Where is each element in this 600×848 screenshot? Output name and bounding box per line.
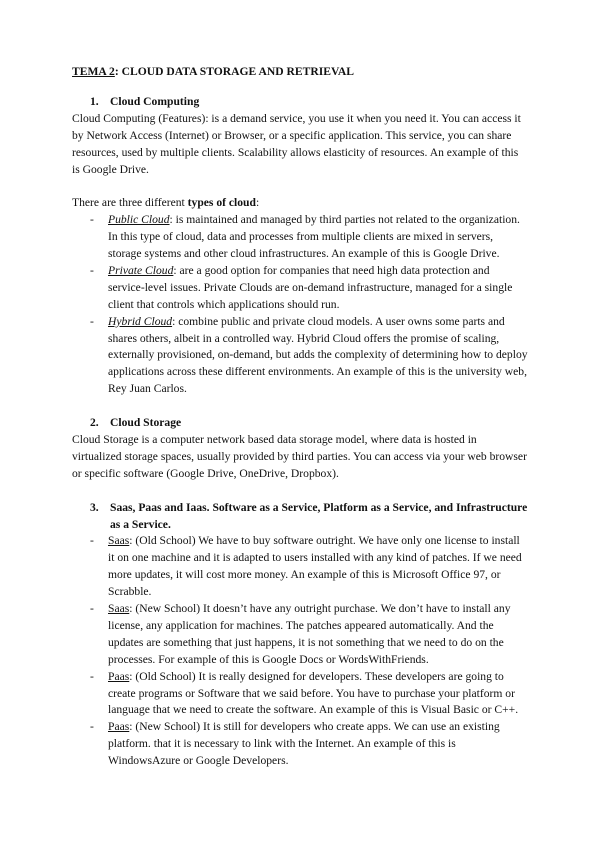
title-prefix: TEMA 2 (72, 65, 115, 78)
section-heading-cloud-computing (72, 94, 528, 111)
list-item (72, 533, 528, 601)
term-hybrid-cloud: Hybrid Cloud (108, 314, 173, 328)
item-text: : are a good option for companies that need high data protection and service-level issues. Private Clouds are on-demand infrastructure, managed for a single client that controls which applications should run. (108, 263, 513, 311)
section-title: Cloud Storage (110, 416, 182, 430)
section-title: Saas, Paas and Iaas. Software as a Service, Platform as a Service, and Infrastructure as a Service. (110, 500, 528, 531)
section-heading-service-models (72, 500, 528, 534)
dash-bullet: - (90, 314, 94, 328)
term-saas-new: Saas (108, 602, 130, 616)
section-number: 1. (90, 94, 99, 108)
term-private-cloud: Private Cloud (108, 263, 174, 277)
item-text: : (New School) It doesn’t have any outright purchase. We don’t have to install any license, any application for machines. The patches appeared automatically. And the updates are something that just happens, it is not something that we need to do on the processes. For example of this is Google Docs or WordsWithFriends. (108, 602, 511, 666)
list-item (72, 601, 528, 669)
item-text: : (Old School) We have to buy software outright. We have only one license to install it on one machine and it is adapted to users installed with any kind of patches. If we need more updates, it will cost more money. An example of this is Microsoft Office 97, or Scrabble. (108, 534, 522, 599)
item-text: : combine public and private cloud models. A user owns some parts and shares others, albeit in a controlled way. Hybrid Cloud offers the promise of scaling, externally provisioned, on-demand, but adds the complexity of determining how to deploy applications across these different environments. An example of this is the university web, Rey Juan Carlos. (108, 314, 528, 396)
term-saas-old: Saas (108, 534, 130, 548)
dash-bullet: - (90, 213, 94, 227)
dash-bullet: - (90, 602, 94, 616)
item-text: : (New School) It is still for developers who create apps. We can use an existing platform. that it is necessary to link with the Internet. An example of this is WindowsAzure or Google Developers. (108, 720, 500, 768)
dash-bullet: - (90, 263, 94, 277)
term-paas-old: Paas (108, 669, 130, 683)
dash-bullet: - (90, 534, 94, 548)
title-rest: : CLOUD DATA STORAGE AND RETRIEVAL (114, 65, 354, 78)
intro-text: There are three different (72, 196, 188, 210)
section-number: 2. (90, 416, 99, 430)
list-item (72, 314, 528, 399)
item-text: : (Old School) It is really designed for developers. These developers are going to create programs or Software that we said before. You have to purchase your platform or language that we need to create the software. An example of this is Visual Basic or C++. (108, 669, 519, 717)
list-item (72, 263, 528, 314)
section-number: 3. (90, 500, 99, 514)
section-heading-cloud-storage (72, 415, 528, 432)
dash-bullet: - (90, 720, 94, 734)
list-item (72, 669, 528, 720)
types-intro (72, 195, 528, 212)
dash-bullet: - (90, 669, 94, 683)
document-title (72, 64, 528, 81)
term-paas-new: Paas (108, 720, 130, 734)
paragraph-cloud-storage: Cloud Storage is a computer network based data storage model, where data is hosted in virtualized storage spaces, usually provided by third parties. You can access via your web browser or specific software (Google Drive, OneDrive, Dropbox). (72, 433, 527, 480)
cloud-types-list (72, 212, 528, 398)
service-models-list (72, 533, 528, 770)
paragraph-cloud-computing: Cloud Computing (Features): is a demand service, you use it when you need it. You can access it by Network Access (Internet) or Browser, or a specific application. This service, you can share resources, used by multiple clients. Scalability allows elasticity of resources. An example of this is Google Drive. (72, 111, 521, 176)
item-text: : is maintained and managed by third parties not related to the organization. In this type of cloud, data and processes from multiple clients are mixed in servers, storage systems and other cloud infrastructures. An example of this is Google Drive. (108, 213, 520, 261)
list-item (72, 719, 528, 770)
list-item (72, 212, 528, 263)
term-public-cloud: Public Cloud (108, 213, 170, 227)
intro-colon: : (255, 196, 260, 210)
section-title: Cloud Computing (110, 94, 200, 108)
intro-bold: types of cloud (187, 196, 256, 210)
